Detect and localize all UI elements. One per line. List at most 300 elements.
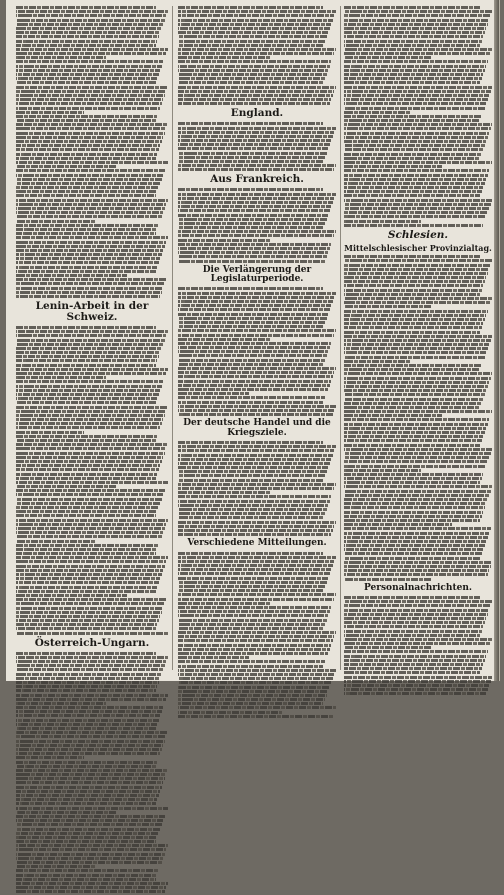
column-rule-2 — [340, 6, 341, 670]
text-line — [344, 511, 483, 514]
text-line — [16, 40, 157, 43]
text-line — [16, 249, 163, 252]
text-line — [16, 544, 159, 547]
text-line — [16, 590, 156, 593]
text-line — [344, 604, 491, 607]
text-line — [16, 81, 156, 84]
text-line — [178, 90, 334, 93]
text-line — [344, 646, 431, 649]
text-line — [16, 127, 166, 130]
text-line — [16, 468, 159, 471]
text-line — [344, 688, 488, 691]
text-line — [16, 794, 159, 797]
text-line — [344, 102, 486, 105]
text-line — [178, 168, 334, 171]
text-line — [16, 418, 163, 421]
text-line — [16, 111, 84, 114]
text-line — [344, 161, 492, 164]
text-line — [16, 694, 168, 697]
text-line — [178, 445, 336, 448]
text-line — [178, 598, 334, 601]
text-line — [344, 6, 480, 9]
text-line — [178, 479, 323, 482]
text-line — [178, 413, 333, 416]
text-line — [16, 874, 157, 877]
text-line — [16, 94, 165, 97]
text-line — [344, 293, 480, 296]
text-line — [344, 284, 483, 287]
text-line — [178, 308, 330, 311]
text-line — [16, 23, 163, 26]
text-line — [16, 31, 160, 34]
text-line — [16, 326, 156, 329]
text-line — [16, 702, 106, 705]
text-line — [16, 56, 106, 59]
text-line — [16, 623, 157, 626]
text-line — [16, 460, 162, 463]
text-line — [344, 406, 480, 409]
text-line — [16, 447, 166, 450]
text-line — [178, 409, 334, 412]
text-line — [178, 218, 327, 221]
text-line — [344, 498, 488, 501]
text-line — [178, 504, 328, 507]
text-line — [344, 81, 480, 84]
text-line — [16, 287, 163, 290]
text-line — [344, 398, 483, 401]
text-line — [16, 723, 157, 726]
text-line — [16, 385, 162, 388]
text-line — [344, 107, 485, 110]
text-line — [178, 188, 323, 191]
text-line — [178, 325, 323, 328]
text-line — [344, 372, 492, 375]
text-line — [16, 740, 165, 743]
text-line — [16, 199, 168, 202]
text-line — [16, 752, 160, 755]
text-line — [16, 295, 160, 298]
text-line — [344, 456, 489, 459]
text-line — [16, 502, 160, 505]
text-line — [178, 564, 333, 567]
text-line — [178, 388, 328, 391]
text-line — [16, 245, 165, 248]
text-block — [178, 122, 336, 171]
text-line — [344, 671, 480, 674]
text-line — [16, 556, 168, 559]
text-line — [344, 280, 485, 283]
text-line — [16, 611, 162, 614]
text-line — [16, 140, 162, 143]
text-line — [344, 663, 483, 666]
text-line — [344, 48, 492, 51]
text-line — [344, 264, 491, 267]
text-line — [16, 115, 157, 118]
text-line — [344, 536, 488, 539]
text-line — [178, 466, 328, 469]
text-line — [16, 132, 165, 135]
text-line — [16, 359, 157, 362]
text-line — [16, 464, 160, 467]
text-line — [16, 798, 157, 801]
text-line — [344, 625, 483, 628]
text-line — [344, 381, 489, 384]
text-line — [16, 69, 160, 72]
text-line — [16, 668, 163, 671]
heading-schweiz: Lenin-Arbeit in der Schweiz. — [35, 299, 149, 323]
text-line — [178, 623, 325, 626]
text-line — [344, 578, 431, 581]
text-line — [344, 276, 486, 279]
text-block — [16, 6, 168, 298]
text-line — [16, 98, 163, 101]
text-line — [344, 448, 492, 451]
text-line — [344, 194, 480, 197]
text-line — [178, 483, 336, 486]
text-line — [344, 326, 482, 329]
text-line — [16, 514, 156, 517]
text-line — [16, 569, 163, 572]
text-line — [178, 239, 271, 242]
text-line — [16, 339, 165, 342]
text-line — [344, 220, 421, 223]
text-line — [344, 297, 492, 300]
text-line — [344, 431, 485, 434]
text-line — [16, 493, 163, 496]
text-line — [16, 744, 163, 747]
text-line — [344, 638, 492, 641]
text-line — [178, 31, 328, 34]
text-line — [178, 593, 336, 596]
text-line — [344, 465, 486, 468]
text-line — [16, 573, 162, 576]
text-line — [16, 802, 156, 805]
text-line — [16, 710, 162, 713]
text-line — [178, 287, 323, 290]
text-line — [16, 435, 157, 438]
text-line — [344, 169, 489, 172]
text-line — [178, 156, 325, 159]
text-line — [16, 714, 160, 717]
text-line — [344, 115, 482, 118]
text-line — [16, 577, 160, 580]
text-line — [178, 81, 323, 84]
text-line — [178, 73, 327, 76]
text-line — [16, 586, 157, 589]
text-line — [178, 40, 325, 43]
text-line — [344, 136, 488, 139]
text-line — [178, 296, 334, 299]
text-line — [344, 609, 489, 612]
text-line — [178, 585, 325, 588]
text-line — [344, 174, 488, 177]
text-line — [178, 491, 271, 494]
text-line — [178, 338, 271, 341]
text-line — [344, 650, 488, 653]
text-line — [16, 270, 156, 273]
text-line — [178, 392, 249, 395]
text-line — [178, 648, 330, 651]
page-edge — [494, 0, 499, 681]
text-line — [178, 405, 336, 408]
text-line — [178, 102, 330, 105]
text-line — [16, 232, 156, 235]
text-line — [344, 19, 489, 22]
text-line — [344, 360, 411, 363]
text-block — [344, 255, 492, 580]
text-line — [344, 561, 492, 564]
text-line — [344, 190, 482, 193]
text-line — [16, 253, 162, 256]
text-line — [16, 169, 165, 172]
text-line — [178, 677, 333, 680]
text-line — [16, 485, 116, 488]
text-line — [16, 119, 156, 122]
newspaper-page — [6, 0, 499, 681]
text-line — [16, 602, 165, 605]
text-line — [344, 410, 492, 413]
text-line — [344, 255, 480, 258]
text-line — [16, 257, 160, 260]
text-line — [178, 525, 334, 528]
text-line — [344, 73, 483, 76]
text-line — [344, 10, 492, 13]
text-line — [178, 363, 323, 366]
text-line — [178, 521, 336, 524]
text-line — [16, 148, 159, 151]
text-line — [178, 690, 328, 693]
text-line — [16, 535, 162, 538]
text-line — [16, 781, 163, 784]
text-line — [16, 656, 168, 659]
text-line — [16, 698, 166, 701]
text-line — [178, 205, 331, 208]
text-line — [344, 393, 485, 396]
text-line — [16, 452, 165, 455]
text-line — [178, 197, 334, 200]
text-line — [178, 304, 331, 307]
text-line — [178, 529, 333, 532]
text-line — [344, 494, 489, 497]
text-line — [344, 630, 482, 633]
text-line — [344, 460, 488, 463]
text-line — [178, 56, 271, 59]
text-line — [178, 572, 330, 575]
text-line — [16, 406, 168, 409]
text-line — [344, 692, 486, 695]
text-line — [16, 19, 165, 22]
text-line — [344, 148, 483, 151]
text-line — [178, 317, 327, 320]
text-line — [16, 86, 168, 89]
text-line — [178, 292, 336, 295]
text-line — [16, 439, 156, 442]
text-line — [344, 418, 489, 421]
text-line — [344, 600, 492, 603]
text-line — [344, 301, 491, 304]
text-line — [16, 410, 166, 413]
text-line — [344, 77, 482, 80]
text-line — [16, 389, 160, 392]
text-line — [178, 94, 333, 97]
text-line — [344, 127, 491, 130]
text-line — [178, 631, 336, 634]
text-line — [178, 660, 325, 663]
text-line — [16, 540, 95, 543]
text-line — [344, 123, 492, 126]
text-line — [16, 815, 165, 818]
text-line — [16, 380, 163, 383]
text-line — [344, 186, 483, 189]
text-line — [344, 119, 480, 122]
text-line — [16, 531, 163, 534]
text-line — [16, 431, 84, 434]
text-line — [178, 614, 328, 617]
text-line — [178, 329, 336, 332]
text-line — [16, 376, 106, 379]
text-line — [16, 811, 116, 814]
text-line — [16, 123, 168, 126]
text-line — [16, 719, 159, 722]
text-line — [344, 318, 485, 321]
text-line — [16, 14, 166, 17]
text-line — [16, 769, 168, 772]
heading-frankreich: Aus Frankreich. — [210, 173, 304, 186]
text-line — [344, 203, 491, 206]
text-line — [178, 508, 327, 511]
text-line — [16, 869, 159, 872]
text-line — [16, 731, 168, 734]
text-line — [344, 339, 491, 342]
text-line — [344, 502, 486, 505]
text-line — [178, 454, 333, 457]
text-line — [16, 174, 163, 177]
text-line — [178, 702, 323, 705]
text-line — [344, 621, 485, 624]
text-line — [178, 384, 330, 387]
text-line — [178, 610, 330, 613]
text-line — [16, 748, 162, 751]
text-line — [16, 565, 165, 568]
text-line — [16, 456, 163, 459]
text-line — [344, 506, 485, 509]
text-line — [178, 23, 331, 26]
text-line — [344, 444, 480, 447]
text-line — [16, 890, 165, 893]
text-line — [16, 351, 160, 354]
text-line — [344, 435, 483, 438]
text-line — [178, 234, 334, 237]
text-line — [344, 314, 486, 317]
text-line — [16, 615, 160, 618]
text-block — [178, 552, 336, 718]
text-line — [178, 193, 336, 196]
text-line — [16, 677, 160, 680]
text-line — [178, 300, 333, 303]
text-line — [178, 164, 336, 167]
text-line — [344, 402, 482, 405]
text-line — [178, 209, 330, 212]
text-line — [16, 777, 165, 780]
text-line — [16, 77, 157, 80]
text-line — [16, 165, 116, 168]
text-line — [16, 35, 159, 38]
text-line — [16, 161, 168, 164]
text-line — [178, 65, 330, 68]
text-line — [344, 676, 492, 679]
text-line — [178, 160, 323, 163]
text-line — [16, 73, 159, 76]
text-line — [344, 132, 489, 135]
text-line — [16, 236, 168, 239]
text-line — [16, 853, 165, 856]
text-line — [344, 519, 480, 522]
text-line — [344, 44, 480, 47]
text-line — [344, 617, 486, 620]
text-line — [344, 642, 491, 645]
text-block — [16, 652, 168, 894]
text-line — [178, 255, 327, 258]
text-line — [344, 215, 486, 218]
text-line — [178, 139, 331, 142]
text-line — [178, 346, 330, 349]
text-line — [344, 94, 489, 97]
text-line — [178, 560, 334, 563]
text-line — [178, 706, 336, 709]
text-line — [16, 581, 159, 584]
text-line — [178, 375, 333, 378]
text-line — [16, 761, 157, 764]
text-line — [178, 230, 336, 233]
text-line — [344, 144, 485, 147]
text-line — [16, 157, 156, 160]
text-line — [344, 310, 488, 313]
text-line — [16, 735, 166, 738]
text-line — [16, 598, 166, 601]
text-line — [344, 343, 489, 346]
text-line — [16, 619, 159, 622]
text-block — [178, 188, 336, 262]
text-line — [178, 60, 331, 63]
text-line — [344, 60, 488, 63]
text-line — [16, 343, 163, 346]
text-line — [16, 882, 168, 885]
text-line — [16, 107, 160, 110]
text-line — [178, 321, 325, 324]
text-line — [344, 165, 442, 168]
text-line — [16, 52, 166, 55]
text-line — [178, 441, 323, 444]
text-line — [16, 548, 157, 551]
text-line — [344, 140, 486, 143]
column-3 — [344, 6, 492, 697]
text-line — [344, 356, 485, 359]
text-line — [16, 607, 163, 610]
text-block — [178, 6, 336, 105]
text-line — [16, 786, 162, 789]
text-line — [16, 228, 157, 231]
text-block — [344, 596, 492, 695]
text-line — [178, 380, 331, 383]
text-line — [16, 291, 162, 294]
text-line — [16, 477, 156, 480]
text-line — [16, 10, 168, 13]
text-line — [178, 686, 330, 689]
text-line — [344, 680, 491, 683]
text-line — [178, 470, 327, 473]
text-line — [16, 519, 168, 522]
text-line — [16, 393, 159, 396]
